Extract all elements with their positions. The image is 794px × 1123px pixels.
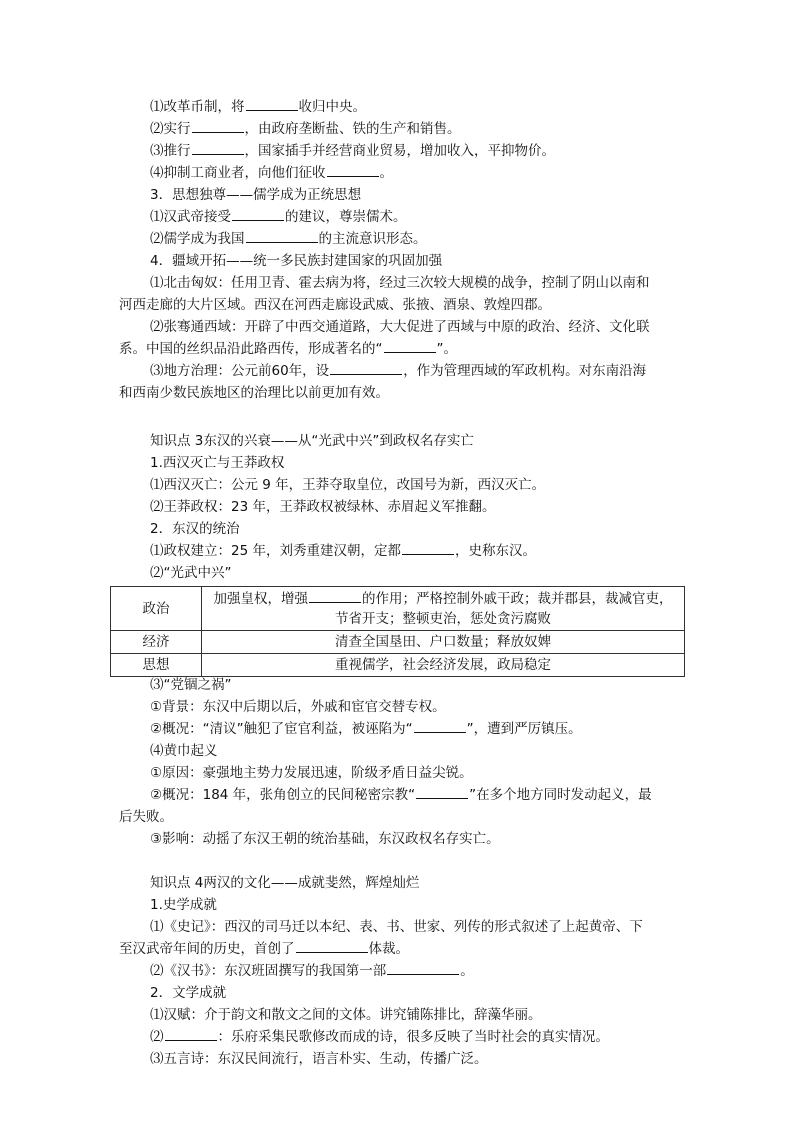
text-line: ⑶五言诗：东汉民间流行，语言朴实、生动，传播广泛。 <box>150 1051 488 1067</box>
text-line <box>150 960 474 982</box>
text: 加强皇权，增强 <box>213 591 308 607</box>
table-row <box>111 631 685 654</box>
fill-blank <box>246 96 298 111</box>
text: 的建议，尊崇儒术。 <box>285 209 407 225</box>
text: ，国家插手并经营商业贸易，增加收入，平抑物价。 <box>244 143 555 159</box>
text-line: ⑴西汉灭亡：公元 9 年，王莽夺取皇位，改国号为新，西汉灭亡。 <box>150 477 546 493</box>
text-line: ⑵“光武中兴” <box>150 565 232 581</box>
text: ”在多个地方同时发动起义，最 <box>469 787 652 803</box>
text: ”。 <box>436 341 457 357</box>
text: ⑵实行 <box>150 121 191 137</box>
fill-blank <box>246 228 318 243</box>
section-heading: 3．思想独尊——儒学成为正统思想 <box>150 187 362 203</box>
text-line: ⑴《史记》：西汉的司马迁以本纪、表、书、世家、列传的形式叙述了上起黄帝、下 <box>150 919 643 935</box>
fill-blank <box>416 784 468 799</box>
text: 节省开支；整顿吏治，惩处贪污腐败 <box>335 611 551 627</box>
subheading: 2．文学成就 <box>150 985 227 1001</box>
fill-blank <box>192 140 244 155</box>
text: ⑶地方治理：公元前60年，设 <box>150 363 330 379</box>
table-cell: 重视儒学，社会经济发展，政局稳定 <box>202 654 685 677</box>
text-line <box>119 338 457 360</box>
fill-blank <box>402 540 454 555</box>
text-line <box>150 206 407 228</box>
text-line: ①原因：豪强地主势力发展迅速，阶级矛盾日益尖锐。 <box>150 765 473 781</box>
table-cell: 政治 <box>111 587 202 631</box>
text-line: 河西走廊的大片区域。西汉在河西走廊设武威、张掖、酒泉、敦煌四郡。 <box>119 297 551 313</box>
fill-blank <box>414 718 466 733</box>
fill-blank <box>330 360 402 375</box>
text: ”，遭到严厉镇压。 <box>466 721 582 737</box>
text: 收归中央。 <box>298 99 366 115</box>
text-line <box>150 228 427 250</box>
fill-blank <box>165 1026 217 1041</box>
text-line <box>150 718 582 740</box>
text: ⑷抑制工商业者，向他们征收 <box>150 165 326 181</box>
text: ：乐府采集民歌修改而成的诗，很多反映了当时社会的真实情况。 <box>217 1029 609 1045</box>
text-line: 和西南少数民族地区的治理比以前更加有效。 <box>119 385 389 401</box>
text: ②概况：“清议”触犯了宦官利益，被诬陷为“ <box>150 721 413 737</box>
text-line: ⑷黄巾起义 <box>150 743 218 759</box>
text-line: ⑴北击匈奴：任用卫青、霍去病为将，经过三次较大规模的战争，控制了阴山以南和 <box>150 275 650 291</box>
fill-blank <box>192 118 244 133</box>
text: ，由政府垄断盐、铁的生产和销售。 <box>244 121 461 137</box>
fill-blank <box>309 588 361 603</box>
table-row <box>111 587 685 631</box>
text-line <box>150 162 393 184</box>
fill-blank <box>384 338 436 353</box>
text: 体裁。 <box>368 941 409 957</box>
text-line <box>150 118 461 140</box>
text: ⑵ <box>150 1029 164 1045</box>
text: ，作为管理西域的军政机构。对东南沿海 <box>403 363 647 379</box>
text-line: ⑵张骞通西域：开辟了中西交通道路，大大促进了西域与中原的政治、经济、文化联 <box>150 319 650 335</box>
text: 系。中国的丝织品沿此路西传，形成著名的“ <box>119 341 383 357</box>
text: ②概况：184 年，张角创立的民间秘密宗教“ <box>150 787 416 803</box>
text: ⑵儒学成为我国 <box>150 231 245 247</box>
text-line <box>150 784 652 806</box>
text-line: ③影响：动摇了东汉王朝的统治基础，东汉政权名存实亡。 <box>150 831 500 847</box>
table-cell: 经济 <box>111 631 202 654</box>
table-cell <box>202 587 685 631</box>
section-heading: 4．疆域开拓——统一多民族封建国家的巩固加强 <box>150 253 443 269</box>
text-line <box>150 140 555 162</box>
text: 的主流意识形态。 <box>318 231 427 247</box>
section-heading: 知识点 3东汉的兴衰——从“光武中兴”到政权名存实亡 <box>150 433 474 449</box>
subheading: 1.史学成就 <box>150 897 217 913</box>
text: ⑴政权建立：25 年，刘秀重建汉朝，定都 <box>150 543 401 559</box>
text: ⑵《汉书》：东汉班固撰写的我国第一部 <box>150 963 387 979</box>
fill-blank <box>327 162 379 177</box>
guangwu-table <box>110 586 685 677</box>
text: ⑴改革币制，将 <box>150 99 245 115</box>
table-cell: 思想 <box>111 654 202 677</box>
text: ，史称东汉。 <box>454 543 536 559</box>
text: ⑴汉武帝接受 <box>150 209 231 225</box>
text: 的作用；严格控制外戚干政；裁并郡县，裁减官吏， <box>362 591 673 607</box>
text: 。 <box>460 963 474 979</box>
fill-blank <box>296 938 368 953</box>
text-line: 后失败。 <box>119 809 173 825</box>
text-line: ⑵王莽政权：23 年，王莽政权被绿林、赤眉起义军推翻。 <box>150 499 496 515</box>
text-line <box>150 1026 609 1048</box>
text: 。 <box>379 165 393 181</box>
text: ⑶推行 <box>150 143 191 159</box>
text-line <box>150 96 366 118</box>
text-line <box>150 540 536 562</box>
section-heading: 知识点 4两汉的文化——成就斐然，辉煌灿烂 <box>150 875 420 891</box>
text: 至汉武帝年间的历史，首创了 <box>119 941 295 957</box>
text-line: ⑴汉赋：介于韵文和散文之间的文体。讲究铺陈排比，辞藻华丽。 <box>150 1007 542 1023</box>
text-line: ①背景：东汉中后期以后，外戚和宦官交替专权。 <box>150 699 446 715</box>
subheading: 1.西汉灭亡与王莽政权 <box>150 455 285 471</box>
fill-blank <box>232 206 284 221</box>
text-line: ⑶“党锢之祸” <box>150 677 232 693</box>
table-cell: 清查全国垦田、户口数量；释放奴婢 <box>202 631 685 654</box>
text-line <box>119 938 409 960</box>
text-line <box>150 360 646 382</box>
subheading: 2．东汉的统治 <box>150 521 240 537</box>
fill-blank <box>387 960 459 975</box>
